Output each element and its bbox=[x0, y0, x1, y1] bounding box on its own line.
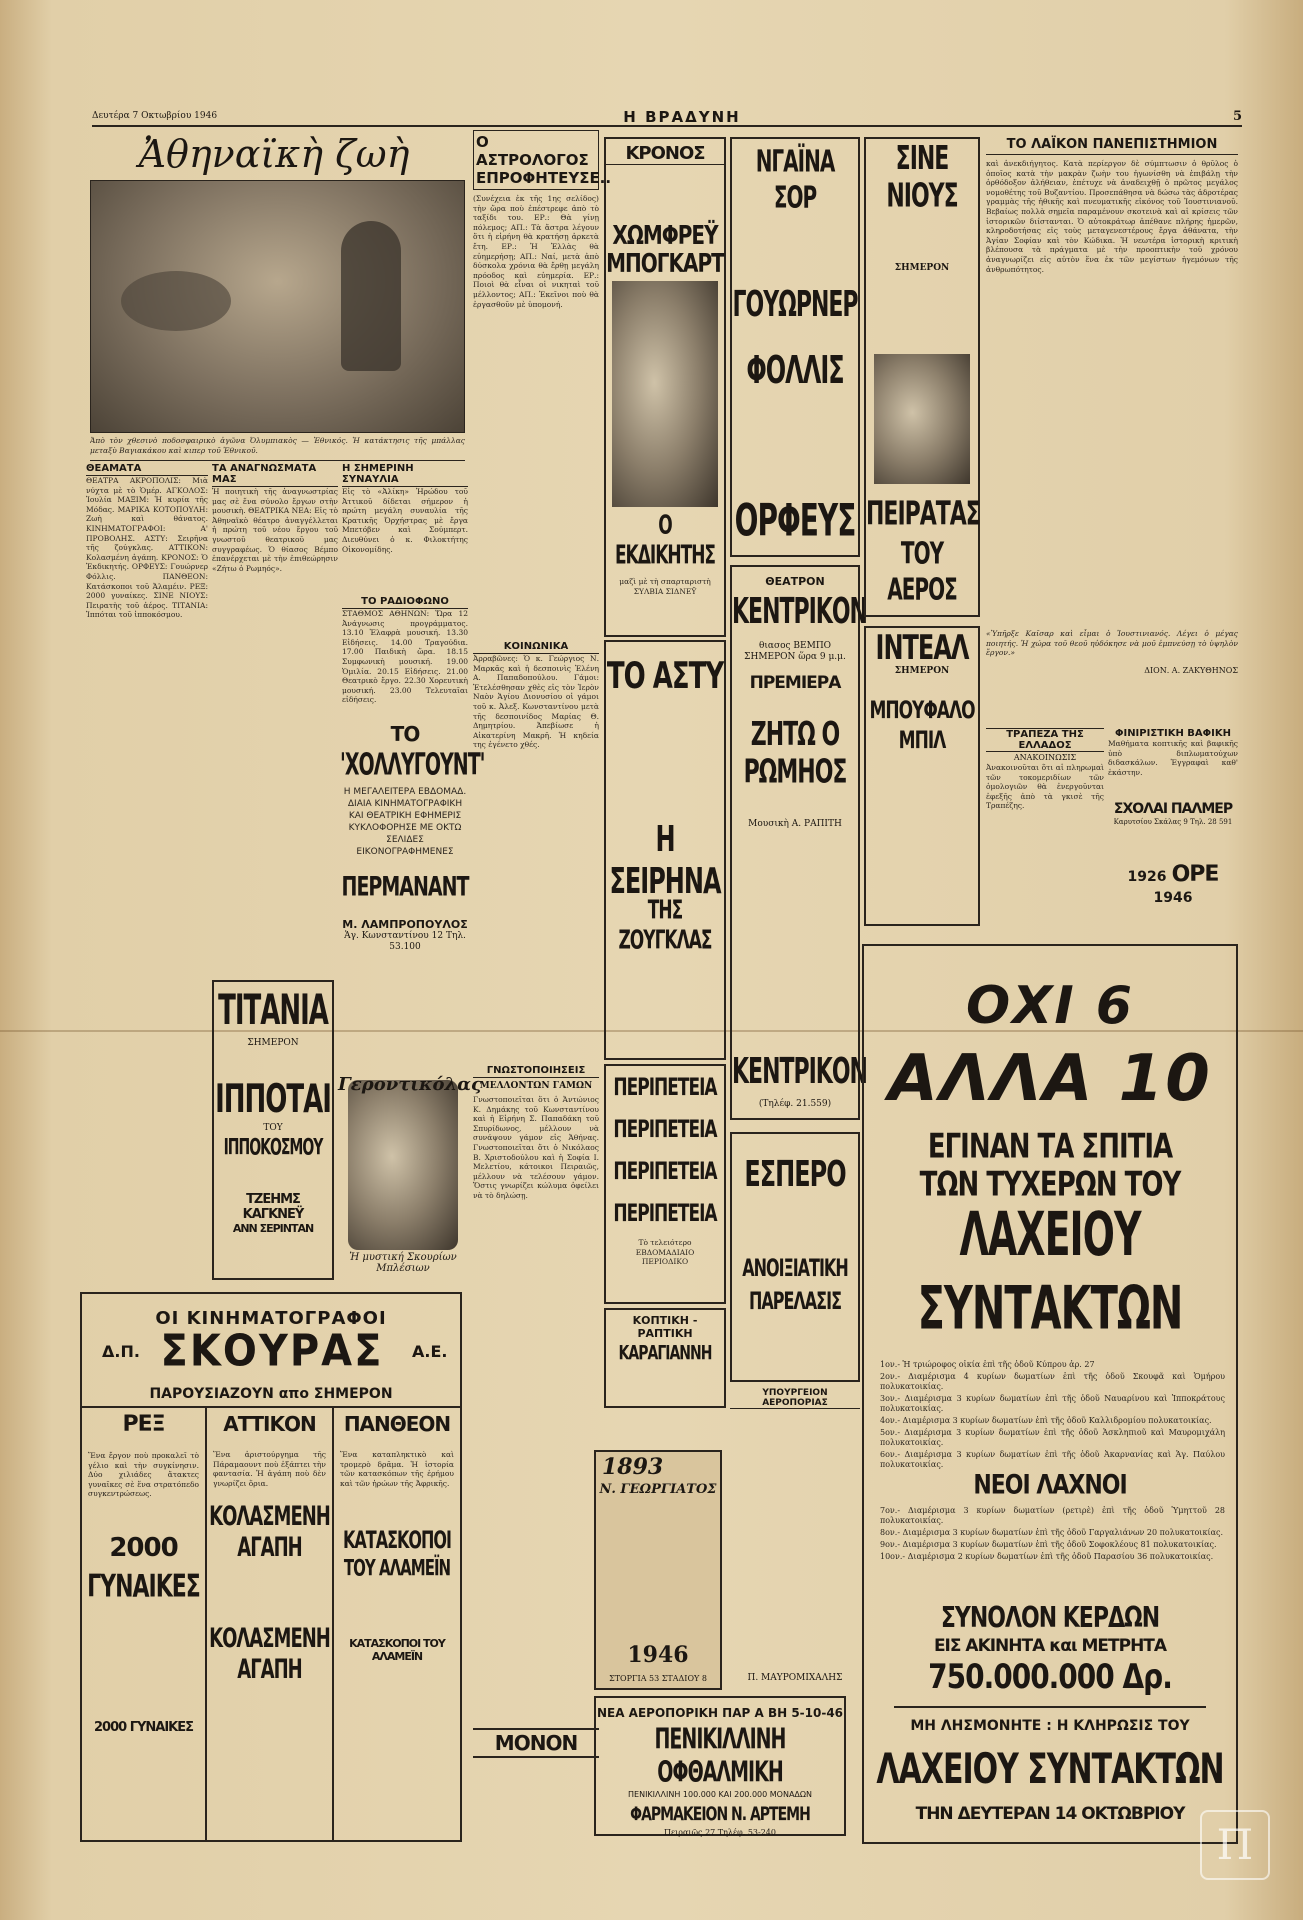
ad-year: 1893 bbox=[602, 1454, 664, 1480]
ad-line: (Τηλέφ. 21.559) bbox=[758, 1099, 832, 1109]
ad-sub: Ἠ μυστική Σκουρίων Μπλέσιων bbox=[349, 1252, 457, 1274]
film-title: ΚΑΤΑΣΚΟΠΟΙ bbox=[343, 1525, 451, 1554]
ad-text: Μαθήματα κοπτικῆς καὶ βαφικῆς ὑπὸ διπλωματούχων διδασκάλων. Ἐγγραφαὶ καθ' ἑκάστην. bbox=[1108, 739, 1238, 777]
ad-line: θιασος ΒΕΜΠΟ bbox=[758, 641, 832, 651]
ad-title: ΤΟ ΑΣΤΥ bbox=[606, 656, 724, 698]
column-text: Γνωστοποιεῖται ὅτι ὁ Ἀντώνιος Κ. Δημάκης τοῦ Κωνσταντίνου καὶ ἡ Εἰρήνη Σ. Παπαδάκη τοῦ Σπυρίδωνος, μέλλουν νὰ συνάψουν γάμον εἰς Ἀθήνας. Γνωστοποιεῖται ὅτι ὁ Νικόλαος Β. Χριστοδούλου καὶ ἡ Σοφία Ι. Μελετίου, κάτοικοι Πειραιῶς, μέλλουν νὰ τελέσουν γάμον. Ὅστις γνωρίζει κώλυμα ὀφείλει νὰ τὸ δηλώσῃ. bbox=[473, 1095, 599, 1200]
column-heading: ΤΟ ΡΑΔΙΟΦΩΝΟ bbox=[342, 595, 468, 609]
rule bbox=[82, 1406, 460, 1408]
column-text: ΣΤΑΘΜΟΣ ΑΘΗΝΩΝ: Ὥρα 12 Ἀνάγνωσις προγράμματος. 13.10 Ἐλαφρὰ μουσική. 13.30 Εἰδήσεις. 14.00 Τραγούδια. 17.00 Παιδικὴ ὥρα. 18.15 Συμφωνικὴ μουσική. 19.00 Ὁμιλία. 20.15 Εἰδήσεις. 21.00 Θεατρικὸ ἔργο. 22.30 Χορευτικὴ μουσική. 23.00 Τελευταῖαι εἰδήσεις. bbox=[342, 609, 468, 705]
library-logo-icon: Π bbox=[1200, 1810, 1270, 1880]
ad-line: ΠΕΡΙΠΕΤΕΙΑ bbox=[613, 1200, 717, 1228]
film-title: ΓΥΝΑΙΚΕΣ bbox=[87, 1570, 200, 1605]
ad-show: ΖΗΤΩ Ο ΡΩΜΗΟΣ bbox=[743, 716, 847, 792]
ad-aeroporia bbox=[730, 1388, 860, 1688]
ad-year: 1926 bbox=[1127, 869, 1167, 885]
cinema-name: ΠΑΝΘΕΟΝ bbox=[343, 1412, 451, 1436]
ad-address: Ἁγ. Κωνσταντίνου 12 Τηλ. 53.100 bbox=[344, 931, 466, 952]
ad-title: ΙΝΤΕΑΛ bbox=[875, 628, 969, 668]
prize-item: 6ον.- Διαμέρισμα 3 κυρίων δωματίων ἐπὶ τῆς ὁδοῦ Ἀκαρνανίας καὶ Ἁγ. Παύλου πολυκατοικίας. bbox=[880, 1450, 1225, 1469]
ad-line: ΘΕΑΤΡΟΝ bbox=[765, 575, 825, 588]
prize-list bbox=[880, 1360, 1225, 1472]
ad-espero bbox=[730, 1132, 860, 1382]
ad-sub: ΣΗΜΕΡΟΝ bbox=[894, 263, 950, 273]
page-number: 5 bbox=[1232, 109, 1242, 124]
article-title: ΤΟ ΛΑΪΚΟΝ ΠΑΝΕΠΙΣΤΗΜΙΟΝ bbox=[986, 137, 1238, 155]
ad-name: ΚΑΡΑΓΙΑΝΝΗ bbox=[618, 1342, 712, 1366]
ad-feature: ΟΡΦΕΥΣ bbox=[734, 494, 856, 547]
ad-title: ΕΣΠΕΡΟ bbox=[744, 1153, 846, 1195]
ad-line: ΦΟΛΛΙΣ bbox=[746, 347, 844, 393]
ad-star: ΑΝΝ ΣΕΡΙΝΤΑΝ bbox=[232, 1222, 314, 1235]
column-heading: ΘΕΑΜΑΤΑ bbox=[86, 462, 208, 476]
ad-line: ΜΠΟΓΚΑΡΤ bbox=[606, 247, 724, 279]
film-title: 2000 bbox=[109, 1533, 178, 1563]
film-title: ΑΓΑΠΗ bbox=[237, 1531, 302, 1564]
ad-asty bbox=[604, 640, 726, 1060]
ad-line: ΕΙΣ ΑΚΙΝΗΤΑ και ΜΕΤΡΗΤΑ bbox=[933, 1636, 1167, 1656]
ad-line: ΤΩΝ ΤΥΧΕΡΩΝ ΤΟΥ bbox=[919, 1165, 1181, 1205]
ad-line: ΑΝΟΙΞΙΑΤΙΚΗ bbox=[742, 1253, 848, 1282]
ad-line: ΟΙ ΚΙΝΗΜΑΤΟΓΡΑΦΟΙ bbox=[155, 1308, 387, 1329]
ad-text: Ἀνακοινοῦται ὅτι αἱ πληρωμαὶ τῶν τοκομεριδίων τῶν ὁμολογιῶν θὰ ἐνεργοῦνται ἐφεξῆς ἀπὸ τὰ γκισὲ τῆς Τραπέζης. bbox=[986, 763, 1104, 811]
cinema-name: ΑΤΤΙΚΟΝ bbox=[223, 1412, 316, 1436]
cinema-pantheon bbox=[334, 1412, 460, 1663]
ad-address: Καρυτσίου Σκάλας 9 Τηλ. 28 591 bbox=[1113, 818, 1233, 826]
column-text: Εἰς τὸ «Ἀλίκη» Ἡρώδου τοῦ Ἀττικοῦ δίδεται σήμερον ἡ πρώτη μεγάλη συναυλία τῆς Κρατικῆς Ὀρχήστρας μὲ ἔργα Μπετόβεν καὶ Σούμπερτ. Διευθύνει ὁ κ. Φιλοκτήτης Οἰκονομίδης. bbox=[342, 487, 468, 554]
ad-line: Η ΣΕΙΡΗΝΑ bbox=[609, 818, 721, 902]
ad-date: ΤΗΝ ΔΕΥΤΕΡΑΝ 14 ΟΚΤΩΒΡΙΟΥ bbox=[915, 1804, 1185, 1824]
rule bbox=[90, 460, 465, 461]
ad-headline: ΟΧΙ 6 bbox=[966, 976, 1134, 1036]
ad-address: ΣΤΟΡΓΙΑ 53 ΣΤΑΔΙΟΥ 8 bbox=[609, 1674, 707, 1683]
ad-title: ΚΕΝΤΡΙΚΟΝ bbox=[732, 1052, 867, 1093]
column-theamata bbox=[86, 462, 208, 1292]
film-title: ΑΓΑΠΗ bbox=[237, 1653, 302, 1686]
ad-kentrikon bbox=[730, 565, 867, 1120]
ad-title: Γεροντικόλας bbox=[338, 1074, 482, 1095]
column-heading: ΤΑ ΑΝΑΓΝΩΣΜΑΤΑ ΜΑΣ bbox=[212, 462, 338, 487]
ad-title: ΣΙΝΕ ΝΙΟΥΣ bbox=[886, 140, 958, 216]
ad-line: ΠΕΡΙΠΕΤΕΙΑ bbox=[613, 1074, 717, 1102]
ad-line: ΤΗΣ ΖΟΥΓΚΛΑΣ bbox=[618, 896, 712, 956]
ad-line: ΠΕΝΙΚΙΛΛΙΝΗ ΟΦΘΑΛΜΙΚΗ bbox=[654, 1723, 786, 1789]
masthead-date: Δευτέρα 7 Οκτωβρίου 1946 bbox=[92, 111, 218, 121]
film-title: ΤΟΥ ΑΛΑΜΕΪΝ bbox=[343, 1554, 451, 1582]
ad-kronos bbox=[604, 137, 726, 637]
ad-sub: ΑΝΑΚΟΙΝΩΣΙΣ bbox=[1013, 753, 1077, 762]
ad-line: ΠΕΡΙΠΕΤΕΙΑ bbox=[613, 1116, 717, 1144]
ad-line: Δ.Π. bbox=[102, 1342, 140, 1361]
ad-text: Τὸ τελειότερο ΕΒΔΟΜΑΔΙΑΙΟ ΠΕΡΙΟΔΙΚΟ bbox=[635, 1238, 695, 1267]
ad-text: μαζὶ μὲ τὴ σπαρταριστὴ ΣΥΛΒΙΑ ΣΙΔΝΕΫ bbox=[619, 577, 711, 596]
ad-line: ΜΠΟΥΦΑΛΟ bbox=[869, 697, 975, 725]
film-title: ΚΑΤΑΣΚΟΠΟΙ ΤΟΥ ΑΛΑΜΕΪΝ bbox=[349, 1637, 445, 1663]
ad-line: ΠΑΡΕΛΑΣΙΣ bbox=[748, 1286, 841, 1315]
ad-name: Ν. ΓΕΩΡΓΙΑΤΟΣ bbox=[599, 1482, 717, 1497]
column-text: Ἡ ποιητικὴ τῆς ἀναγνωστρίας μας σὲ ἕνα σύνολο ἔργων στὴν μουσικὴ. ΘΕΑΤΡΙΚΑ ΝΕΑ: Εἰς τὸ Ἀθηναϊκὸ θέατρο ἀναγγέλλεται ἡ πρώτη τοῦ νέου ἔργου τοῦ γνωστοῦ θεατρικοῦ μας συγγραφέως. Ὁ θίασος Βέμπο ἐπανέρχεται μὲ τὴν ἐπιθεώρησιν «Ζήτω ὁ Ρωμηός». bbox=[212, 487, 338, 573]
ad-title: ΤΡΑΠΕΖΑ ΤΗΣ ΕΛΛΑΔΟΣ bbox=[986, 728, 1104, 752]
ad-title: ΥΠΟΥΡΓΕΙΟΝ ΑΕΡΟΠΟΡΙΑΣ bbox=[730, 1388, 860, 1409]
ad-line: ΜΗ ΛΗΣΜΟΝΗΤΕ : Η ΚΛΗΡΩΣΙΣ ΤΟΥ bbox=[910, 1718, 1190, 1734]
ad-title: ΦΙΝΙΡΙΣΤΙΚΗ ΒΑΦΙΚΗ bbox=[1114, 728, 1232, 739]
film-title: ΚΟΛΑΣΜΕΝΗ bbox=[209, 1500, 330, 1533]
ad-line: ΧΩΜΦΡΕΫ bbox=[612, 219, 718, 251]
illustration-woman bbox=[348, 1080, 458, 1250]
player-figure bbox=[341, 221, 401, 371]
column-heading: ΚΟΙΝΩΝΙΚΑ bbox=[473, 640, 599, 654]
ad-title: ΤΙΤΑΝΙΑ bbox=[218, 987, 328, 1035]
ad-line: Μουσικὴ Α. ΡΑΠΙΤΗ bbox=[748, 819, 842, 829]
photo-caption: Ἀπὸ τὸν χθεσινὸ ποδοσφαιρικὸ ἀγῶνα Ὀλυμπιακὸς — Ἐθνικός. Ἡ κατάκτησις τῆς μπάλλας μεταξὺ Βαγιακάκου καὶ κιπερ τοῦ Ἐθνικοῦ. bbox=[90, 436, 465, 455]
ad-monon bbox=[473, 1728, 599, 1758]
ad-title: ΟΡΕ bbox=[1171, 862, 1219, 887]
ad-headline: ΑΛΛΑ 10 bbox=[888, 1042, 1212, 1116]
cinema-text: Ἕνα ἔργον ποὺ προκαλεῖ τὸ γέλιο καὶ τὴν συγκίνησιν. Δύο χιλιάδες ἄτακτες γυναῖκες σὲ ἕνα στρατόπεδο συγκεντρώσεως. bbox=[88, 1451, 199, 1499]
masthead bbox=[92, 108, 1242, 127]
ad-line: ΙΠΠΟΤΑΙ bbox=[215, 1077, 331, 1123]
cinema-attikon bbox=[207, 1412, 332, 1686]
column-text: Ἀρραβῶνες: Ὁ κ. Γεώργιος Ν. Μαρκᾶς καὶ ἡ δεσποινὶς Ἑλένη Α. Παπαδοπούλου. Γάμοι: Ἐτελέσθησαν χθὲς εἰς τὸν Ἱερὸν Ναὸν Ἁγίου Διονυσίου οἱ γάμοι τοῦ κ. Ἀλεξ. Κωνσταντίνου μετὰ τῆς δεσποινίδος Μαρίας Θ. Δημητρίου. Ἀπεβίωσε ἡ Αἰκατερίνη Μακρῆ. Ἡ κηδεία της ἐγένετο χθές. bbox=[473, 654, 599, 750]
cinema-name: ΡΕΞ bbox=[122, 1412, 165, 1437]
ad-line: ΕΓΙΝΑΝ ΤΑ ΣΠΙΤΙΑ bbox=[927, 1127, 1173, 1167]
masthead-paper-name: Η ΒΡΑΔΥΝΗ bbox=[623, 108, 741, 126]
film-title: 2000 ΓΥΝΑΙΚΕΣ bbox=[93, 1720, 194, 1735]
prize-item: 3ον.- Διαμέρισμα 3 κυρίων δωματίων ἐπὶ τῆς ὁδοῦ Ναυαρίνου καὶ Ἱπποκράτους πολυκατοικίας. bbox=[880, 1394, 1225, 1413]
film-title: ΚΟΛΑΣΜΕΝΗ bbox=[209, 1622, 330, 1655]
ad-line: Πειραιῶς 27 Τηλέφ. 53-240 bbox=[664, 1828, 776, 1837]
ad-penicillin bbox=[594, 1696, 846, 1836]
ad-line: ΝΕΑ ΑΕΡΟΠΟΡΙΚΗ ΠΑΡ Α ΒΗ 5-10-46 bbox=[596, 1706, 844, 1720]
column-anagnosmata bbox=[212, 462, 338, 972]
ad-line: ΠΕΡΙΠΕΤΕΙΑ bbox=[613, 1158, 717, 1186]
ad-name: ΣΚΟΥΡΑΣ bbox=[160, 1325, 384, 1377]
prize-item: 2ον.- Διαμέρισμα 4 κυρίων δωματίων ἐπὶ τῆς ὁδοῦ Σκουφᾶ καὶ Ὁμήρου πολυκατοικίας. bbox=[880, 1372, 1225, 1391]
prize-item: 7ον.- Διαμέρισμα 3 κυρίων δωματίων (ρετιρὲ) ἐπὶ τῆς ὁδοῦ Ὑμηττοῦ 28 πολυκατοικίας. bbox=[880, 1506, 1225, 1525]
prize-item: 5ον.- Διαμέρισμα 3 κυρίων δωματίων ἐπὶ τῆς ὁδοῦ Ἀσκληπιοῦ καὶ Μαυρομιχάλη πολυκατοικίας. bbox=[880, 1428, 1225, 1447]
ad-name: Μ. ΛΑΜΠΡΟΠΟΥΛΟΣ bbox=[342, 918, 468, 931]
ad-finiristiki bbox=[1108, 728, 1238, 938]
ad-line: ΦΑΡΜΑΚΕΙΟΝ Ν. ΑΡΤΕΜΗ bbox=[630, 1804, 810, 1826]
article-laikon bbox=[986, 137, 1238, 697]
ad-line: ΜΠΙΛ bbox=[898, 727, 946, 755]
section-header bbox=[80, 132, 468, 178]
prize-item: 1ον.- Ἡ τριώροφος οἰκία ἐπὶ τῆς ὁδοῦ Κύπρου ἀρ. 27 bbox=[880, 1360, 1095, 1369]
article-quote: «Ὑπῆρξε Καῖσαρ καὶ εἶμαι ὁ Ἰουστινιανός. Λέγει ὁ μέγας ποιητής. Ἡ χώρα τοῦ θεοῦ ηὐδόκησε νὰ μοῦ ἐμπνεύσῃ τὸ ὑψηλὸν ἔργον.» bbox=[986, 629, 1238, 658]
rule bbox=[894, 1706, 1206, 1708]
column-text: (Συνέχεια ἐκ τῆς 1ης σελίδος) τὴν ὥρα ποὺ ἐπέστρεφε ἀπὸ τὸ ταξίδι του. ΕΡ.: Θὰ γίνῃ πόλεμος; ΑΠ.: Τὰ ἄστρα λέγουν ὅτι ἡ εἰρήνη θὰ κρατήσῃ ἀρκετὰ ἔτη. ΕΡ.: Ἡ Ἑλλὰς θὰ εὐημερήσῃ; ΑΠ.: Ναί, μετὰ ἀπὸ δύσκολα χρόνια θὰ ἔρθῃ μεγάλη πρόοδος καὶ εὐημερία. ΕΡ.: Ποιοὶ θὰ εἶναι οἱ νικηταὶ τοῦ μέλλοντος; ΑΠ.: Ἐκεῖνοι ποὺ θὰ ἐργασθοῦν μὲ ὑπομονή. bbox=[473, 194, 599, 309]
column-text: ΘΕΑΤΡΑ ΑΚΡΟΠΟΛΙΣ: Μιὰ νύχτα μὲ τὸ Ὁμέρ. ΑΓΚΟΛΟΣ: Ἰουλία ΜΑΞΙΜ: Ἡ κυρία τῆς Μόδας. ΜΑΡΙΚΑ ΚΟΤΟΠΟΥΛΗ: Ζωὴ καὶ θάνατος. ΚΙΝΗΜΑΤΟΓΡΑΦΟΙ: Α' ΠΡΟΒΟΛΗΣ. ΑΣΤΥ: Σειρῆνα τῆς ζούγκλας. ΑΤΤΙΚΟΝ: Κολασμένη ἀγάπη. ΚΡΟΝΟΣ: Ὁ Ἐκδικητής. ΟΡΦΕΥΣ: Γουώρνερ Φόλλις. ΠΑΝΘΕΟΝ: Κατάσκοποι τοῦ Ἀλαμέιν. ΡΕΞ: 2000 γυναίκες. ΣΙΝΕ ΝΙΟΥΣ: Πειρατὴς τοῦ ἀέρος. ΤΙΤΑΝΙΑ: Ἱππόται τοῦ ἱπποκόσμου. bbox=[86, 476, 208, 620]
ad-line: ΤΟΥ bbox=[263, 1123, 283, 1133]
ad-line: ΛΑΧΕΙΟΥ bbox=[959, 1198, 1141, 1270]
article-signature: ΔΙΟΝ. Α. ΖΑΚΥΘΗΝΟΣ bbox=[1144, 666, 1238, 675]
ad-signature: Π. ΜΑΥΡΟΜΙΧΑΛΗΣ bbox=[747, 1673, 843, 1683]
ad-georgiatos bbox=[594, 1450, 722, 1690]
ad-line: ΣΗΜΕΡΟΝ ὥρα 9 μ.μ. bbox=[744, 652, 846, 662]
ad-sub: ΣΗΜΕΡΟΝ bbox=[894, 666, 950, 676]
goalkeeper-figure bbox=[121, 271, 231, 331]
ad-line: ΠΑΡΟΥΣΙΑΖΟΥΝ απο ΣΗΜΕΡΟΝ bbox=[149, 1386, 393, 1402]
ad-xollygount bbox=[340, 722, 485, 984]
ad-line: ΤΟ bbox=[390, 722, 420, 746]
ad-trapeza bbox=[986, 728, 1104, 938]
ad-line: ΝΓΑΪΝΑ ΣΟΡ bbox=[755, 143, 835, 215]
prize-item: 9ον.- Διαμέρισμα 3 κυρίων δωματίων ἐπὶ τῆς ὁδοῦ Σοφοκλέους 81 πολυκατοικίας. bbox=[880, 1540, 1217, 1549]
ad-title: ΜΟΝΟΝ bbox=[494, 1731, 578, 1755]
ad-line: ΤΟΥ ΑΕΡΟΣ bbox=[887, 535, 957, 607]
ad-school: ΣΧΟΛΑΙ ΠΑΛΜΕΡ bbox=[1113, 801, 1233, 817]
cinema-rex bbox=[82, 1412, 205, 1735]
ad-title: ΚΕΝΤΡΙΚΟΝ bbox=[732, 592, 867, 633]
ad-year: 1946 bbox=[1153, 890, 1193, 906]
ad-title: ΚΡΟΝΟΣ bbox=[606, 143, 724, 165]
ad-title: 'ΧΟΛΛΥΓΟΥΝΤ' bbox=[340, 747, 485, 783]
cinema-text: Ἕνα καταπληκτικὸ καὶ τρομερὸ δρᾶμα. Ἡ ἱστορία τῶν κατασκόπων τῆς ἐρήμου καὶ τῶν ἡρώων τῆς Ἀφρικῆς. bbox=[340, 1450, 454, 1488]
ad-title: ΚΟΠΤΙΚΗ - ΡΑΠΤΙΚΗ bbox=[632, 1314, 698, 1340]
column-koinonika bbox=[473, 640, 599, 1060]
column-gnostopoiiseis bbox=[473, 1064, 599, 1424]
article-text: καὶ ἀνεκδιήγητος. Κατὰ περίεργον δὲ σύμπτωσιν ὁ θρῦλος ὁ ὁποῖος κατὰ τὴν μακρὰν ζωὴν του ἠγωνίσθη νὰ ἐπιβάλῃ τὴν ὀρθόδοξον ἀλήθειαν, ἐπέτυχε νὰ ἀναδειχθῇ ὁ πρῶτος μεγάλος νομοθέτης τοῦ Βυζαντίου. Προσεπάθησα νὰ δώσω τὰς ἀδροτέρας γραμμὰς τῆς ἠθικῆς καὶ πνευματικῆς εἰκόνος τοῦ Ἰουστινιανοῦ. Βεβαίως πολλὰ σημεῖα παραμένουν σκοτεινὰ καὶ αἱ κρίσεις τῶν ἱστορικῶν διίστανται. Ὁ αὐτοκράτωρ ἀπέθανε πλήρης ἡμερῶν, κληροδοτήσας εἰς τοὺς μεταγενεστέρους ἔργα ἀθάνατα, τὴν Ἁγίαν Σοφίαν καὶ τὸν Κώδικα. Ἡ νεωτέρα ἱστορικὴ κριτικὴ βλέπουσα τὰ πράγματα μὲ τὴν προοπτικὴν τοῦ χρόνου ἀναγνωρίζει εἰς αὐτὸν ἕνα ἐκ τῶν μεγίστων ἡγεμόνων τῆς ἀνθρωπότητος. bbox=[986, 159, 1238, 274]
prize-item: 10ον.- Διαμέρισμα 2 κυρίων δωματίων ἐπὶ τῆς ὁδοῦ Παρασίου 36 πολυκατοικίας. bbox=[880, 1552, 1214, 1561]
bogart-portrait bbox=[612, 281, 718, 507]
ore-banner bbox=[1108, 862, 1238, 906]
cinema-text: Ἕνα ἀριστούργημα τῆς Πάραμαουντ ποὺ ἐξάπτει τὴν φαντασία. Ἡ ἀγάπη ποὺ δὲν γνωρίζει ὅρια. bbox=[213, 1450, 326, 1488]
column-heading: Ο ΑΣΤΡΟΛΟΓΟΣ ΕΠΡΟΦΗΤΕΥΣΕ.. bbox=[473, 130, 599, 190]
column-heading: Η ΣΗΜΕΡΙΝΗ ΣΥΝΑΥΛΙΑ bbox=[342, 462, 468, 487]
ad-skouras bbox=[80, 1292, 462, 1842]
column-subheading: ΜΕΛΛΟΝΤΩΝ ΓΑΜΩΝ bbox=[479, 1081, 593, 1091]
ad-line: ΠΡΕΜΙΕΡΑ bbox=[749, 673, 841, 693]
ad-line: ΙΠΠΟΚΟΣΜΟΥ bbox=[223, 1135, 323, 1161]
column-heading: ΓΝΩΣΤΟΠΟΙΗΣΕΙΣ bbox=[473, 1064, 599, 1078]
ad-line: ΠΕΝΙΚΙΛΛΙΝΗ 100.000 ΚΑΙ 200.000 ΜΟΝΑΔΩΝ bbox=[628, 1790, 812, 1799]
ad-line: ΛΑΧΕΙΟΥ ΣΥΝΤΑΚΤΩΝ bbox=[876, 1745, 1224, 1794]
ad-sine-nious bbox=[864, 137, 980, 617]
ad-line: ΠΕΙΡΑΤΑΣ bbox=[866, 495, 980, 534]
column-astrologos bbox=[473, 130, 612, 630]
prize-item: 8ον.- Διαμέρισμα 3 κυρίων δωματίων ἐπὶ τῆς ὁδοῦ Γαργαλιάνων 20 πολυκατοικίας. bbox=[880, 1528, 1224, 1537]
prize-item: 4ον.- Διαμέρισμα 3 κυρίων δωματίων ἐπὶ τῆς ὁδοῦ Καλλιδρομίου πολυκατοικίας. bbox=[880, 1416, 1212, 1425]
ad-feature: Ο ΕΚΔΙΚΗΤΗΣ bbox=[614, 511, 716, 571]
ad-amount: 750.000.000 Δρ. bbox=[928, 1656, 1172, 1697]
ad-laxeio bbox=[862, 944, 1238, 1844]
ad-geronikolas bbox=[338, 1070, 482, 1280]
ad-title: ΠΕΡΜΑΝΑΝΤ bbox=[341, 871, 469, 903]
ad-line: ΝΕΟΙ ΛΑΧΝΟΙ bbox=[973, 1470, 1127, 1501]
ad-koptiki bbox=[604, 1308, 726, 1408]
ad-orfeus bbox=[730, 137, 860, 557]
ad-text: Η ΜΕΓΑΛΕΙΤΕΡΑ ΕΒΔΟΜΑΔ. ΔΙΑΙΑ ΚΙΝΗΜΑΤΟΓΡΑΦΙΚΗ ΚΑΙ ΘΕΑΤΡΙΚΗ ΕΦΗΜΕΡΙΣ ΚΥΚΛΟΦΟΡΗΣΕ ΜΕ ΟΚΤΩ ΣΕΛΙΔΕΣ ΕΙΚΟΝΟΓΡΑΦΗΜΕΝΕΣ bbox=[343, 787, 467, 857]
ad-titania bbox=[212, 980, 334, 1280]
prize-list bbox=[880, 1506, 1225, 1564]
football-photo bbox=[90, 180, 465, 433]
ad-year: 1946 bbox=[627, 1642, 689, 1668]
pilot-photo bbox=[874, 354, 970, 484]
section-title: Ἀθηναϊκὴ ζωὴ bbox=[138, 132, 410, 176]
ad-line: ΓΟΥΩΡΝΕΡ bbox=[732, 285, 858, 326]
ad-line: ΣΥΝΤΑΚΤΩΝ bbox=[917, 1274, 1183, 1344]
ad-sub: ΣΗΜΕΡΟΝ bbox=[247, 1038, 299, 1048]
ad-line: Α.Ε. bbox=[412, 1342, 448, 1361]
ad-line: ΣΥΝΟΛΟΝ ΚΕΡΔΩΝ bbox=[940, 1602, 1160, 1635]
ad-inteal bbox=[864, 626, 980, 926]
ad-peripeteia bbox=[604, 1064, 726, 1304]
ad-star: ΤΖΕΗΜΣ ΚΑΓΚΝΕΫ bbox=[242, 1192, 304, 1222]
